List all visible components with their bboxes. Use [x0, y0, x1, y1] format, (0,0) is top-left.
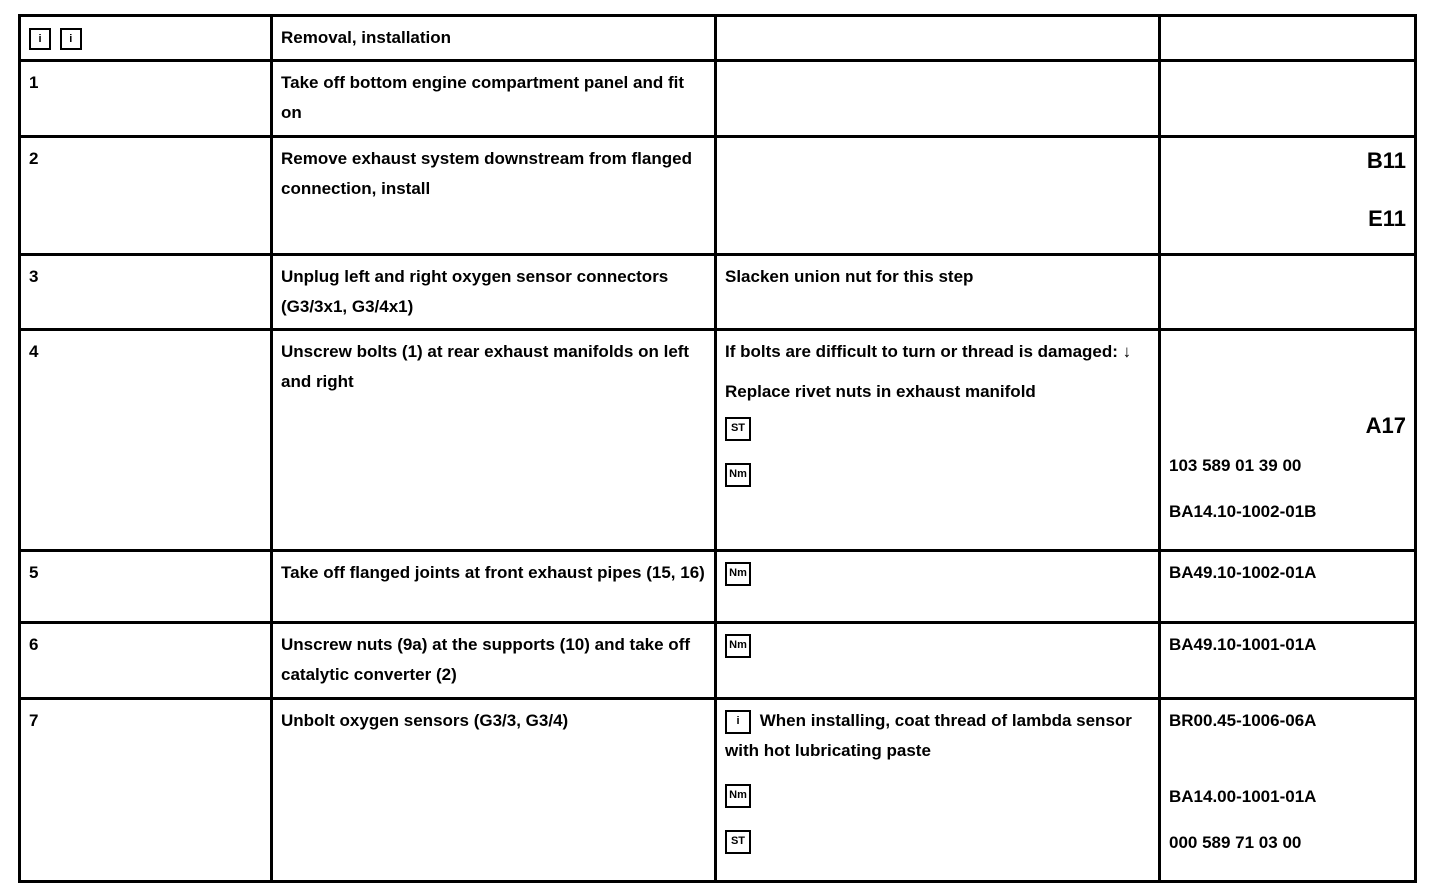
torque-icon-row — [725, 780, 1150, 826]
step-refs — [1160, 137, 1416, 255]
step-notes — [716, 551, 1160, 623]
info-icon: i — [60, 28, 82, 50]
torque-icon: Nm — [725, 634, 751, 658]
note-text: Replace rivet nuts in exhaust manifold — [725, 382, 1036, 401]
table-header-row — [20, 16, 1416, 61]
special-tool-icon: ST — [725, 417, 751, 441]
torque-icon: Nm — [725, 562, 751, 586]
table-row — [20, 61, 1416, 137]
step-action: Unplug left and right oxygen sensor connectors (G3/3x1, G3/4x1) — [272, 255, 716, 330]
part-number[interactable]: 000 589 71 03 00 — [1169, 833, 1302, 852]
tool-icon-row — [725, 826, 1150, 872]
step-notes: Slacken union nut for this step — [716, 255, 1160, 330]
step-action: Take off bottom engine compartment panel and fit on — [272, 61, 716, 137]
step-notes — [716, 137, 1160, 255]
procedure-table — [18, 14, 1417, 883]
ref-code[interactable]: BA14.00-1001-01A — [1169, 787, 1317, 806]
note-text: When installing, coat thread of lambda sensor with hot lubricating paste — [725, 711, 1132, 760]
step-notes — [716, 699, 1160, 882]
header-title: Removal, installation — [272, 16, 716, 61]
step-number: 1 — [20, 61, 272, 137]
step-number: 7 — [20, 699, 272, 882]
torque-icon-row — [725, 459, 1150, 505]
ref-code[interactable]: BA49.10-1002-01A — [1169, 563, 1317, 582]
step-notes — [716, 61, 1160, 137]
step-refs — [1160, 623, 1416, 699]
ref-code[interactable]: E11 — [1368, 206, 1406, 231]
header-refs — [1160, 16, 1416, 61]
table-row — [20, 137, 1416, 255]
header-notes — [716, 16, 1160, 61]
step-refs — [1160, 330, 1416, 551]
step-notes — [716, 330, 1160, 551]
torque-icon: Nm — [725, 784, 751, 808]
table-row — [20, 255, 1416, 330]
ref-code[interactable]: A17 — [1365, 413, 1406, 438]
note-with-icon — [725, 706, 1150, 766]
step-action: Remove exhaust system downstream from flanged connection, install — [272, 137, 716, 255]
note-text: If bolts are difficult to turn or thread is damaged: ↓ — [725, 342, 1132, 361]
step-notes — [716, 623, 1160, 699]
step-refs — [1160, 255, 1416, 330]
header-icons-cell — [20, 16, 272, 61]
step-number: 6 — [20, 623, 272, 699]
table-row — [20, 330, 1416, 551]
part-number[interactable]: 103 589 01 39 00 — [1169, 456, 1302, 475]
step-number: 2 — [20, 137, 272, 255]
ref-code[interactable]: BR00.45-1006-06A — [1169, 711, 1317, 730]
step-action: Unbolt oxygen sensors (G3/3, G3/4) — [272, 699, 716, 882]
ref-code[interactable]: BA49.10-1001-01A — [1169, 635, 1317, 654]
step-action: Take off flanged joints at front exhaust pipes (15, 16) — [272, 551, 716, 623]
table-row — [20, 623, 1416, 699]
step-number: 3 — [20, 255, 272, 330]
table-row — [20, 551, 1416, 623]
special-tool-icon: ST — [725, 830, 751, 854]
tool-icon-row — [725, 413, 1150, 459]
step-number: 4 — [20, 330, 272, 551]
table-row — [20, 699, 1416, 882]
torque-icon: Nm — [725, 463, 751, 487]
step-refs — [1160, 61, 1416, 137]
step-action: Unscrew bolts (1) at rear exhaust manifolds on left and right — [272, 330, 716, 551]
info-icon: i — [29, 28, 51, 50]
step-refs — [1160, 551, 1416, 623]
step-action: Unscrew nuts (9a) at the supports (10) and take off catalytic converter (2) — [272, 623, 716, 699]
ref-code[interactable]: B11 — [1366, 148, 1406, 173]
ref-code[interactable]: BA14.10-1002-01B — [1169, 502, 1317, 521]
step-refs — [1160, 699, 1416, 882]
step-number: 5 — [20, 551, 272, 623]
info-icon: i — [725, 710, 751, 734]
